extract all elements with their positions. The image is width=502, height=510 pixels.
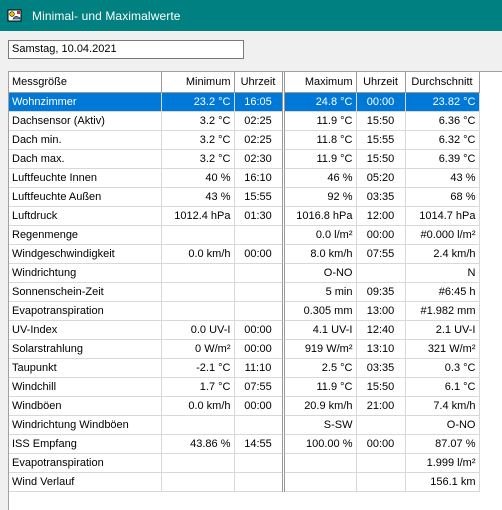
table-row[interactable] <box>9 358 479 377</box>
table-row[interactable] <box>9 92 479 111</box>
cell-durchschnitt: 2.1 UV-I <box>405 320 479 339</box>
column-header-minimum[interactable]: Minimum <box>161 72 234 92</box>
cell-durchschnitt: 6.39 °C <box>405 149 479 168</box>
cell-durchschnitt: #0.000 l/m² <box>405 225 479 244</box>
cell-uhrzeit-max: 00:00 <box>356 92 405 111</box>
cell-uhrzeit-max: 03:35 <box>356 187 405 206</box>
cell-minimum: 40 % <box>161 168 234 187</box>
cell-messgroesse: Taupunkt <box>9 358 161 377</box>
cell-durchschnitt: 321 W/m² <box>405 339 479 358</box>
cell-uhrzeit-max: 15:50 <box>356 111 405 130</box>
cell-maximum: 24.8 °C <box>283 92 356 111</box>
cell-maximum: 2.5 °C <box>283 358 356 377</box>
cell-messgroesse: Luftfeuchte Außen <box>9 187 161 206</box>
date-field[interactable]: Samstag, 10.04.2021 <box>8 40 244 59</box>
cell-durchschnitt: 68 % <box>405 187 479 206</box>
cell-minimum <box>161 263 234 282</box>
cell-minimum <box>161 453 234 472</box>
cell-uhrzeit-min: 02:25 <box>234 130 283 149</box>
cell-uhrzeit-max <box>356 472 405 491</box>
table-row[interactable] <box>9 396 479 415</box>
cell-durchschnitt: 1014.7 hPa <box>405 206 479 225</box>
cell-messgroesse: Windgeschwindigkeit <box>9 244 161 263</box>
cell-uhrzeit-min <box>234 263 283 282</box>
cell-uhrzeit-min <box>234 415 283 434</box>
cell-uhrzeit-max: 15:55 <box>356 130 405 149</box>
cell-minimum <box>161 472 234 491</box>
table-row[interactable] <box>9 263 479 282</box>
cell-maximum: 100.00 % <box>283 434 356 453</box>
cell-uhrzeit-min: 16:05 <box>234 92 283 111</box>
column-header-maximum[interactable]: Maximum <box>283 72 356 92</box>
cell-minimum: 3.2 °C <box>161 111 234 130</box>
table-row[interactable] <box>9 434 479 453</box>
cell-maximum: 46 % <box>283 168 356 187</box>
cell-uhrzeit-min: 00:00 <box>234 244 283 263</box>
cell-messgroesse: Evapotranspiration <box>9 301 161 320</box>
cell-messgroesse: UV-Index <box>9 320 161 339</box>
cell-uhrzeit-min: 07:55 <box>234 377 283 396</box>
table-row[interactable] <box>9 282 479 301</box>
table-row[interactable] <box>9 377 479 396</box>
cell-uhrzeit-max <box>356 415 405 434</box>
values-table <box>9 72 480 492</box>
cell-maximum: 11.9 °C <box>283 377 356 396</box>
cell-uhrzeit-min: 02:25 <box>234 111 283 130</box>
cell-uhrzeit-min <box>234 472 283 491</box>
table-row[interactable] <box>9 206 479 225</box>
cell-durchschnitt: #1.982 mm <box>405 301 479 320</box>
cell-minimum: 0 W/m² <box>161 339 234 358</box>
cell-uhrzeit-max: 05:20 <box>356 168 405 187</box>
table-row[interactable] <box>9 320 479 339</box>
cell-uhrzeit-max <box>356 263 405 282</box>
cell-messgroesse: Regenmenge <box>9 225 161 244</box>
cell-uhrzeit-min: 00:00 <box>234 396 283 415</box>
cell-messgroesse: Solarstrahlung <box>9 339 161 358</box>
cell-minimum: 43.86 % <box>161 434 234 453</box>
cell-uhrzeit-max: 12:00 <box>356 206 405 225</box>
cell-messgroesse: Luftdruck <box>9 206 161 225</box>
cell-maximum: 0.305 mm <box>283 301 356 320</box>
title-bar[interactable] <box>0 0 502 31</box>
cell-maximum: 1016.8 hPa <box>283 206 356 225</box>
cell-uhrzeit-max: 00:00 <box>356 225 405 244</box>
cell-uhrzeit-min <box>234 453 283 472</box>
table-header-row <box>9 72 479 92</box>
table-row[interactable] <box>9 339 479 358</box>
table-row[interactable] <box>9 168 479 187</box>
cell-minimum: 0.0 UV-I <box>161 320 234 339</box>
cell-uhrzeit-min: 01:30 <box>234 206 283 225</box>
table-row[interactable] <box>9 130 479 149</box>
cell-uhrzeit-max: 12:40 <box>356 320 405 339</box>
values-grid[interactable] <box>8 71 502 510</box>
cell-minimum <box>161 415 234 434</box>
column-header-uhrzeit-max[interactable]: Uhrzeit <box>356 72 405 92</box>
cell-maximum: O-NO <box>283 263 356 282</box>
cell-messgroesse: Wind Verlauf <box>9 472 161 491</box>
cell-uhrzeit-max: 15:50 <box>356 377 405 396</box>
cell-uhrzeit-max: 00:00 <box>356 434 405 453</box>
cell-maximum: 0.0 l/m² <box>283 225 356 244</box>
cell-maximum: 8.0 km/h <box>283 244 356 263</box>
table-row[interactable] <box>9 111 479 130</box>
cell-durchschnitt: O-NO <box>405 415 479 434</box>
cell-uhrzeit-min: 00:00 <box>234 339 283 358</box>
cell-maximum: 4.1 UV-I <box>283 320 356 339</box>
table-row[interactable] <box>9 453 479 472</box>
cell-minimum: 0.0 km/h <box>161 396 234 415</box>
cell-messgroesse: Dach max. <box>9 149 161 168</box>
cell-messgroesse: Dach min. <box>9 130 161 149</box>
cell-maximum: S-SW <box>283 415 356 434</box>
cell-minimum: 3.2 °C <box>161 149 234 168</box>
cell-uhrzeit-max: 07:55 <box>356 244 405 263</box>
cell-maximum: 11.8 °C <box>283 130 356 149</box>
cell-uhrzeit-min: 02:30 <box>234 149 283 168</box>
table-row[interactable] <box>9 187 479 206</box>
cell-uhrzeit-max <box>356 453 405 472</box>
cell-messgroesse: Windrichtung Windböen <box>9 415 161 434</box>
table-row[interactable] <box>9 244 479 263</box>
cell-messgroesse: Dachsensor (Aktiv) <box>9 111 161 130</box>
cell-messgroesse: Windböen <box>9 396 161 415</box>
cell-durchschnitt: 156.1 km <box>405 472 479 491</box>
cell-uhrzeit-max: 15:50 <box>356 149 405 168</box>
cell-durchschnitt: 43 % <box>405 168 479 187</box>
cell-messgroesse: Wohnzimmer <box>9 92 161 111</box>
cell-minimum: 1012.4 hPa <box>161 206 234 225</box>
cell-durchschnitt: #6:45 h <box>405 282 479 301</box>
cell-uhrzeit-min: 16:10 <box>234 168 283 187</box>
cell-maximum: 5 min <box>283 282 356 301</box>
cell-minimum: 0.0 km/h <box>161 244 234 263</box>
cell-durchschnitt: 23.82 °C <box>405 92 479 111</box>
cell-uhrzeit-min: 15:55 <box>234 187 283 206</box>
table-row[interactable] <box>9 472 479 491</box>
cell-maximum: 11.9 °C <box>283 111 356 130</box>
cell-minimum: 3.2 °C <box>161 130 234 149</box>
cell-uhrzeit-min <box>234 301 283 320</box>
cell-minimum <box>161 301 234 320</box>
column-header-durchschnitt[interactable]: Durchschnitt <box>405 72 479 92</box>
cell-durchschnitt: 1.999 l/m² <box>405 453 479 472</box>
window-client-area <box>0 31 502 510</box>
cell-uhrzeit-max: 13:10 <box>356 339 405 358</box>
cell-minimum <box>161 225 234 244</box>
window-title: Minimal- und Maximalwerte <box>32 8 181 23</box>
cell-durchschnitt: 0.3 °C <box>405 358 479 377</box>
cell-minimum: 43 % <box>161 187 234 206</box>
cell-durchschnitt: 2.4 km/h <box>405 244 479 263</box>
cell-uhrzeit-min <box>234 282 283 301</box>
table-body <box>9 92 479 491</box>
table-row[interactable] <box>9 415 479 434</box>
cell-uhrzeit-max: 09:35 <box>356 282 405 301</box>
cell-maximum <box>283 453 356 472</box>
cell-minimum: 23.2 °C <box>161 92 234 111</box>
cell-uhrzeit-max: 13:00 <box>356 301 405 320</box>
cell-uhrzeit-min: 00:00 <box>234 320 283 339</box>
cell-messgroesse: Luftfeuchte Innen <box>9 168 161 187</box>
cell-maximum <box>283 472 356 491</box>
cell-messgroesse: Windchill <box>9 377 161 396</box>
cell-durchschnitt: 6.1 °C <box>405 377 479 396</box>
cell-messgroesse: Evapotranspiration <box>9 453 161 472</box>
column-header-uhrzeit-min[interactable]: Uhrzeit <box>234 72 283 92</box>
cell-maximum: 92 % <box>283 187 356 206</box>
cell-uhrzeit-max: 03:35 <box>356 358 405 377</box>
weather-station-icon[interactable] <box>7 8 23 24</box>
cell-minimum <box>161 282 234 301</box>
cell-maximum: 20.9 km/h <box>283 396 356 415</box>
table-row[interactable] <box>9 225 479 244</box>
cell-durchschnitt: 6.32 °C <box>405 130 479 149</box>
cell-minimum: 1.7 °C <box>161 377 234 396</box>
cell-messgroesse: Windrichtung <box>9 263 161 282</box>
cell-durchschnitt: 6.36 °C <box>405 111 479 130</box>
cell-durchschnitt: 7.4 km/h <box>405 396 479 415</box>
cell-maximum: 919 W/m² <box>283 339 356 358</box>
cell-uhrzeit-min: 14:55 <box>234 434 283 453</box>
cell-durchschnitt: N <box>405 263 479 282</box>
cell-maximum: 11.9 °C <box>283 149 356 168</box>
cell-durchschnitt: 87.07 % <box>405 434 479 453</box>
cell-messgroesse: ISS Empfang <box>9 434 161 453</box>
column-header-messgroesse[interactable]: Messgröße <box>9 72 161 92</box>
cell-uhrzeit-min <box>234 225 283 244</box>
cell-uhrzeit-max: 21:00 <box>356 396 405 415</box>
cell-uhrzeit-min: 11:10 <box>234 358 283 377</box>
table-row[interactable] <box>9 301 479 320</box>
table-row[interactable] <box>9 149 479 168</box>
cell-minimum: -2.1 °C <box>161 358 234 377</box>
cell-messgroesse: Sonnenschein-Zeit <box>9 282 161 301</box>
